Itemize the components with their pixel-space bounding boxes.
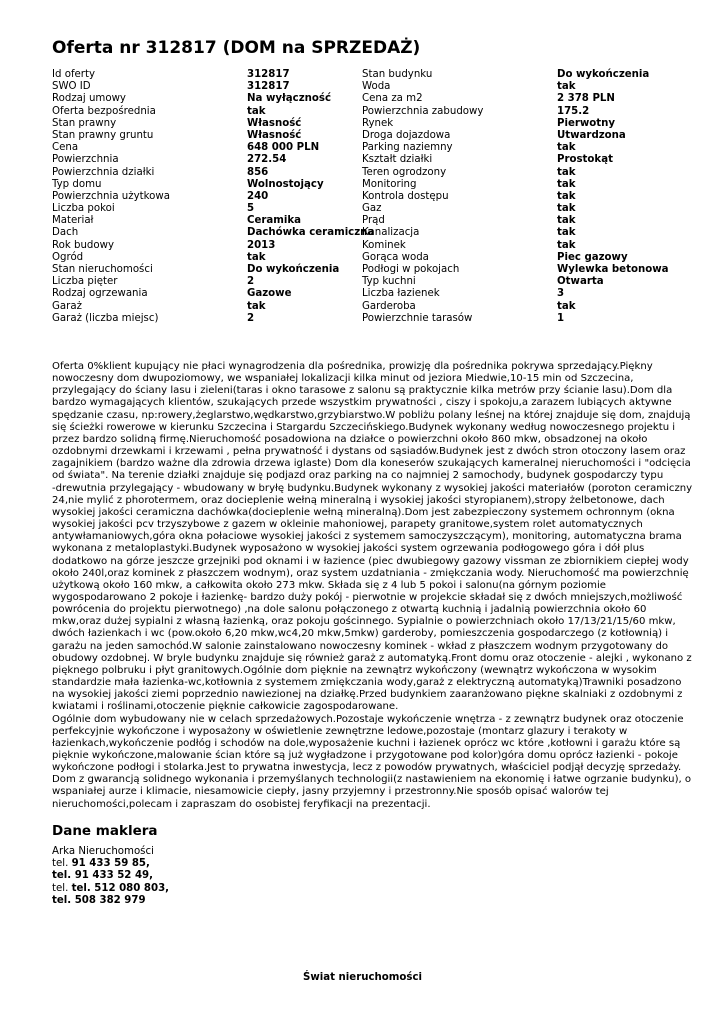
description-line: się ścieżki rowerowe w kierunku Szczecina i Stargardu Szczecińskiego.Budynek wykonany według nowoczesnego projektu i [52, 421, 676, 433]
description-line: Dom z gwarancją solidnego wykonania i przemyślanych technologii(z nastawieniem na ekonomię i łatwe ogrzanie budynku), o [52, 774, 692, 786]
param-label: Prąd [362, 215, 385, 227]
description-line: Oferta 0%klient kupujący nie płaci wynagrodzenia dla pośrednika, prowizję dla pośrednika pokrywa sprzedający.Piękny [52, 361, 653, 372]
description-line: obudowy ozdobnej. W bryle budynku znajduje się również garaż z automatyką.Front domu oraz otoczenie - alejki , wykonano z [52, 652, 692, 664]
param-row [52, 203, 682, 215]
param-value: Na wyłączność [247, 93, 331, 105]
param-label: Teren ogrodzony [362, 166, 447, 178]
param-label: Stan prawny [52, 117, 117, 129]
agent-details [52, 846, 169, 907]
param-value: Pierwotny [557, 117, 616, 129]
param-value: Prostokąt [557, 154, 613, 166]
agent-heading: Dane maklera [52, 823, 158, 839]
param-value: Do wykończenia [247, 264, 340, 275]
description-line: perfekcyjnie wykończone i wyposażony w oświetlenie zewnętrzne ledowe,pozostaje (montarz glazury i terakoty w [52, 725, 628, 737]
param-label: Materiał [52, 215, 94, 227]
param-label: Powierzchnia działki [52, 166, 155, 178]
param-label: Rodzaj umowy [52, 93, 126, 105]
description-line: antywłamaniowych,góra okna połaciowe wysokiej jakości z systemem samoczyszczącym), monitoring, automatyczna brama [52, 531, 682, 543]
param-value: Do wykończenia [557, 69, 650, 80]
param-row [52, 167, 682, 179]
param-label: Liczba pięter [52, 276, 118, 288]
param-label: Rynek [362, 117, 394, 129]
param-label: Gaz [362, 203, 382, 215]
param-label: Garaż (liczba miejsc) [52, 312, 159, 324]
param-label: Woda [362, 81, 391, 93]
param-value: Wolnostojący [247, 178, 324, 190]
param-label: Powierzchnie tarasów [362, 312, 473, 324]
param-value: tak [247, 251, 266, 263]
param-row [52, 69, 682, 81]
param-label: Podłogi w pokojach [362, 264, 460, 275]
agent-name: Arka Nieruchomości [52, 846, 154, 857]
description-line: Ogólnie dom wybudowany nie w celach sprzedażowych.Pozostaje wykończenie wnętrza - z zewnątrz budynek oraz otoczenie [52, 713, 684, 725]
agent-phone-1: tel. 91 433 59 85, [52, 858, 150, 870]
description-line: ozdobnymi drzewkami i krzewami , pełna prywatność i dystans od sąsiadów.Budynek jest z dwóch stron otoczony lasem oraz [52, 446, 686, 458]
param-value: 2 [247, 276, 255, 288]
param-row [52, 93, 682, 105]
param-value: 272.54 [247, 154, 287, 166]
param-row [52, 301, 682, 313]
param-label: Stan nieruchomości [52, 264, 153, 275]
description-line: 24,nie mylić z phorotermem, oraz docieplenie wełną mineralną i wysokiej jakości styropianem),stropy żelbetonowe, dach [52, 494, 665, 506]
description-line: wykończone podłogi i stolarka.Jest to prywatna inwestycja, lecz z powodów prywatnych, właściciel podjął decyzję sprzedaży. [52, 762, 682, 774]
param-value: 1 [557, 312, 565, 324]
param-value: 2 378 PLN [557, 93, 615, 105]
param-value: Gazowe [247, 288, 292, 300]
description-line: łazienkach,wykończenie podłóg i schodów na dole,wyposażenie kuchni i łazienek oprócz wc które ,kotłowni i garażu które są [52, 737, 681, 749]
param-row [52, 142, 682, 154]
param-value: 3 [557, 288, 565, 300]
param-row [52, 227, 682, 239]
description-line: mkw,oraz dużej sypialni z własną łazienką, oraz pokoju gościnnego. Sypialnie o powierzchniach około 17/13/21/15/60 mkw, [52, 616, 676, 628]
param-label: Cena za m2 [362, 93, 423, 105]
param-value: 856 [247, 166, 269, 178]
agent-phone-3: tel. tel. 512 080 803, [52, 882, 170, 894]
param-value: tak [557, 81, 576, 93]
param-label: Kontrola dostępu [362, 190, 449, 202]
offer-description [52, 361, 693, 811]
param-label: Typ domu [52, 178, 102, 190]
param-row [52, 179, 682, 191]
param-row [52, 252, 682, 264]
param-value: 2 [247, 312, 255, 324]
description-line: zagajnikiem (bardzo ważne dla zdrowia drzewa iglaste) Dom dla koneserów szukających kameralnej nieruchomości i "odcięcia [52, 458, 691, 470]
param-value: 240 [247, 190, 269, 202]
description-line: dwóch łazienkach i wc (pow.około 6,20 mkw,wc4,20 mkw,5mkw) garderoby, pomieszczenia gospodarczego (z kotłownią) i [52, 628, 669, 640]
param-value: 312817 [247, 69, 290, 80]
param-label: Rok budowy [52, 239, 114, 251]
param-value: 2013 [247, 239, 276, 251]
param-value: tak [557, 203, 576, 215]
param-value: Własność [247, 117, 302, 129]
description-line: wysokiej jakości ceramiczna dachówka(docieplenie wełną mineralną).Dom jest zabezpieczony systemem ochronnym (okna [52, 506, 675, 518]
param-value: 312817 [247, 81, 290, 93]
description-line: spędzanie czasu, np:rowery,żeglarstwo,wędkarstwo,grzybiarstwo.W pobliżu polany leśnej na której znajduje się dom, znajdują [52, 409, 691, 421]
description-line: około 240l,oraz kominek z płaszczem wodnym), oraz system uzdatniania - zmiękczania wody. Nieruchomość ma powierzchnię [52, 567, 689, 579]
param-row [52, 215, 682, 227]
param-label: Dach [52, 227, 79, 239]
param-value: 175.2 [557, 105, 590, 117]
param-value: tak [557, 166, 576, 178]
param-value: tak [557, 215, 576, 227]
param-value: 5 [247, 203, 255, 215]
param-row [52, 154, 682, 166]
param-label: Monitoring [362, 178, 417, 190]
description-line: od świata". Na terenie działki znajduje się podjazd oraz parking na co najmniej 2 samochody, budynek gospodarczy typu [52, 470, 664, 482]
param-value: tak [557, 178, 576, 190]
param-label: Ogród [52, 251, 84, 263]
param-row [52, 106, 682, 118]
param-row [52, 264, 682, 276]
param-row [52, 313, 682, 325]
param-label: Kominek [362, 239, 406, 251]
param-label: Powierzchnia użytkowa [52, 190, 170, 202]
param-row [52, 240, 682, 252]
offer-title: Oferta nr 312817 (DOM na SPRZEDAŻ) [52, 38, 421, 58]
description-line: wspaniałej aurze i klimacie, niesamowicie ciepły, jasny przyjemny i przestronny.Nie sposób opisać walorów tej [52, 786, 609, 798]
param-row [52, 288, 682, 300]
param-label: Gorąca woda [362, 251, 429, 263]
param-label: Stan prawny gruntu [52, 129, 154, 141]
description-line: przylegający do ściany lasu i zieleni(taras i okno tarasowe z salonu są praktycznie kilka metrów przy ścianie lasu).Dom dla [52, 385, 673, 397]
description-line: przez bardzo solidną firmę.Nieruchomość posadowiona na działce o powierzchni około 860 mkw, obsadzonej na około [52, 433, 648, 445]
param-label: Cena [52, 142, 79, 154]
param-value: tak [557, 142, 576, 154]
param-value: Dachówka ceramiczna [247, 227, 375, 239]
param-value: tak [247, 105, 266, 117]
param-label: Garderoba [362, 300, 416, 312]
description-line: -drewutnia przylegający - wbudowany w bryłę budynku.Budynek wykonany z wysokiej jakości materiałów (poroton ceramiczny [52, 482, 693, 494]
param-row [52, 81, 682, 93]
description-line: bardzo wymagających klientów, szukających przede wszystkim prywatności , ciszy i spokoju,a zarazem lubiących aktywne [52, 397, 672, 409]
footer-brand: Świat nieruchomości [303, 972, 422, 983]
description-line: pięknego polbruku i płyt granitowych.Ogólnie dom pięknie na zewnątrz wykończony (wewnątrz wykończona w wysokim [52, 664, 657, 676]
description-line: kwiatami i roślinami,otoczenie pięknie całkowicie zagospodarowane. [52, 701, 399, 713]
param-label: Garaż [52, 300, 82, 312]
param-row [52, 118, 682, 130]
param-value: Utwardzona [557, 129, 626, 141]
description-line: użytkową około 160 mkw, a całkowita około 273 mkw. Składa się z 4 lub 5 pokoi i salonu(na górnym poziomie [52, 579, 606, 591]
param-value: Otwarta [557, 276, 604, 288]
agent-phone-4: tel. 508 382 979 [52, 894, 146, 906]
param-label: Powierzchnia zabudowy [362, 105, 484, 117]
param-value: Piec gazowy [557, 251, 628, 263]
param-label: Kształt działki [362, 154, 433, 166]
param-label: SWO ID [52, 81, 91, 93]
param-label: Id oferty [52, 69, 96, 80]
description-line: standardzie mała łazienka-wc,kotłownia z systemem zmiękczania wody,garaż z elektryczną automatyką)Trawniki posadzono [52, 677, 682, 689]
description-line: nowoczesny dom dwupoziomowy, we wspaniałej lokalizacji kilka minut od jeziora Miedwie,10-15 min od Szczecina, [52, 373, 634, 385]
description-line: pięknie wykończone,malowanie ścian które są już wygładzone i przygotowane pod kolor)góra domu oprócz łazienki - pokoje [52, 750, 678, 761]
description-line: na wysokiej jakości ziemi poprzednio nawiezionej na działkę.Przed budynkiem zaaranżowano piękne skalniaki z ozdobnymi z [52, 689, 683, 701]
param-label: Parking naziemny [362, 142, 453, 154]
param-row [52, 130, 682, 142]
param-label: Liczba łazienek [362, 288, 440, 300]
param-value: tak [247, 300, 266, 312]
param-row [52, 191, 682, 203]
param-label: Stan budynku [362, 69, 433, 80]
param-value: tak [557, 300, 576, 312]
param-value: 648 000 PLN [247, 142, 320, 154]
param-label: Powierzchnia [52, 154, 119, 166]
description-line: nieruchomości,polecam i zapraszam do osobistej feryfikacji na prezentacji. [52, 798, 431, 810]
param-label: Droga dojazdowa [362, 129, 451, 141]
param-label: Oferta bezpośrednia [52, 105, 156, 117]
agent-phone-2: tel. 91 433 52 49, [52, 870, 153, 882]
param-row [52, 276, 682, 288]
param-value: Własność [247, 129, 302, 141]
param-label: Typ kuchni [362, 276, 416, 288]
description-line: wysokiej jakości pcv trzyszybowe z gazem w okleinie mahoniowej, parapety granitowe,system rolet automatycznych [52, 519, 643, 531]
param-value: tak [557, 227, 576, 239]
description-line: garażu na jeden samochód.W salonie zainstalowano nowoczesny kominek - wkład z płaszczem wodnym przygotowany do [52, 640, 669, 652]
description-line: wygospodarowano 2 pokoje i łazienkę- bardzo duży pokój - pierwotnie w projekcie składał się z dwóch mniejszych,możliwość [52, 591, 683, 603]
param-label: Liczba pokoi [52, 203, 115, 215]
param-value: tak [557, 239, 576, 251]
description-line: powrócenia do projektu pierwotnego) ,na dole salonu połączonego z otwartą kuchnią i jadalnią powierzchnia około 60 [52, 604, 647, 616]
param-value: Ceramika [247, 215, 302, 227]
property-parameters [52, 69, 682, 325]
param-value: tak [557, 190, 576, 202]
param-label: Kanalizacja [362, 227, 420, 239]
description-line: dodatkowo na górze jeszcze grzejniki pod oknami i w łazience (piec dwubiegowy gazowy vissman ze zbiornikiem ciepłej wody [52, 555, 689, 567]
param-label: Rodzaj ogrzewania [52, 288, 148, 300]
param-value: Wylewka betonowa [557, 264, 669, 275]
description-line: wykonana z metaloplastyki.Budynek wyposażono w wysokiej jakości system ogrzewania podłogowego góra i dół plus [52, 543, 645, 555]
